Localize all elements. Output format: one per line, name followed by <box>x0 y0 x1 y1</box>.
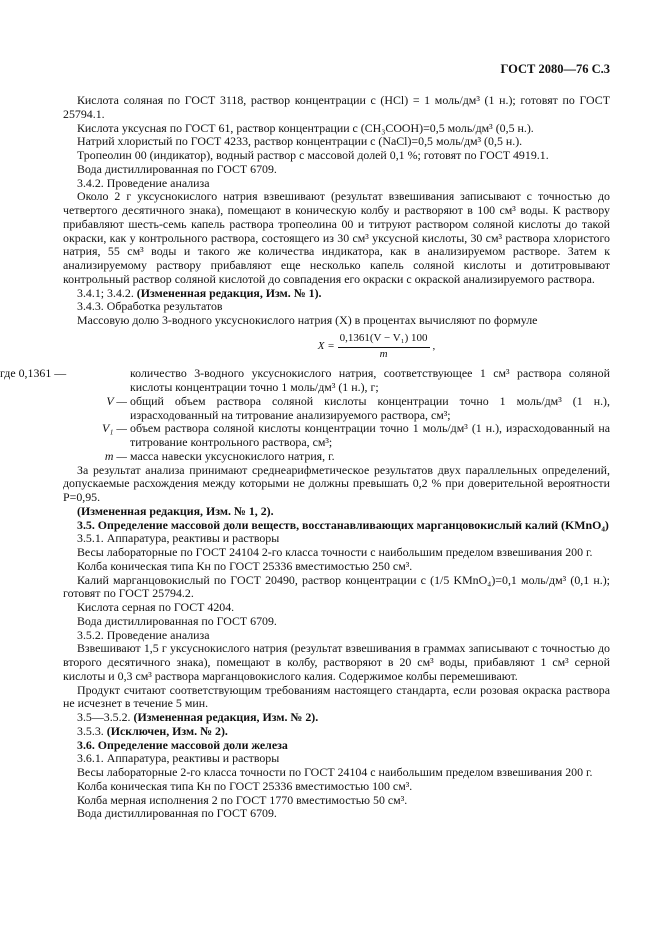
page-header: ГОСТ 2080—76 С.3 <box>500 62 610 76</box>
paragraph: Вода дистиллированная по ГОСТ 6709. <box>77 806 277 821</box>
section-heading: 3.4.3. Обработка результатов <box>77 299 223 314</box>
amendment-text: (Измененная редакция, Изм. № 2). <box>133 710 319 724</box>
section-heading: 3.5.2. Проведение анализа <box>77 627 210 642</box>
paragraph: Вода дистиллированная по ГОСТ 6709. <box>77 161 277 176</box>
paragraph: Взвешивают 1,5 г уксуснокислого натрия (результат взвешивания в граммах записывают с точностью до второго десятичного знака), помещают в колбу, растворяют в 20 см³ воды, прибавляют 1 см³ серной кислоты и 0,3 см³ раствора марганцовокислого калия. Содержимое колбы перемешивают. <box>63 641 610 683</box>
clause-number: 3.5—3.5.2. <box>77 710 131 724</box>
paragraph: Массовую долю 3-водного уксуснокислого натрия (X) в процентах вычисляют по формуле <box>77 313 538 327</box>
amendment-text: (Исключен, Изм. № 2). <box>106 723 228 738</box>
section-heading: 3.6.1. Аппаратура, реактивы и растворы <box>77 751 280 766</box>
variable-definitions <box>0 366 610 463</box>
definition-row <box>0 367 610 395</box>
paragraph: Весы лабораторные 2-го класса точности по ГОСТ 24104 с наибольшим пределом взвешивания 200 г. <box>77 765 593 779</box>
paragraph: Колба коническая типа Кн по ГОСТ 25336 вместимостью 250 см³. <box>77 558 413 573</box>
paragraph: За результат анализа принимают среднеарифметическое результатов двух параллельных определений, допускаемые расхождения между которыми не должны превышать 0,2 % при доверительной вероятности P=0,95. <box>63 462 610 504</box>
paragraph: Весы лабораторные по ГОСТ 24104 2-го класса точности с наибольшим пределом взвешивания 200 г. <box>77 545 593 559</box>
section-heading: 3.4.2. Проведение анализа <box>77 175 210 190</box>
paragraph: Продукт считают соответствующим требованиям настоящего стандарта, если розовая окраска раствора не исчезнет в течение 5 мин. <box>63 682 610 711</box>
definition-term: где 0,1361 — <box>0 366 67 381</box>
formula-denominator: m <box>379 347 388 360</box>
amendment-note <box>63 505 610 519</box>
formula-fraction <box>338 332 430 362</box>
document-body <box>0 93 610 821</box>
paragraph: Кислота уксусная по ГОСТ 61, раствор концентрации c (CH₃COOH)=0,5 моль/дм³ (0,5 н.). <box>77 120 534 135</box>
formula <box>143 332 610 362</box>
definition-term: V₁ — <box>102 421 127 436</box>
section-heading: 3.5.1. Аппаратура, реактивы и растворы <box>77 531 280 546</box>
section-heading <box>63 519 610 533</box>
amendment-text: (Измененная редакция, Изм. № 1). <box>136 285 322 300</box>
clause-number: 3.5.3. <box>77 723 104 738</box>
paragraph: Кислота соляная по ГОСТ 3118, раствор концентрации c (HCl) = 1 моль/дм³ (1 н.); готовят по ГОСТ 25794.1. <box>63 93 610 121</box>
paragraph: Колба мерная исполнения 2 по ГОСТ 1770 вместимостью 50 см³. <box>77 792 408 807</box>
paragraph: Натрий хлористый по ГОСТ 4233, раствор концентрации c (NaCl)=0,5 моль/дм³ (0,5 н.). <box>77 134 523 149</box>
section-title: 3.6. Определение массовой доли железа <box>77 737 288 752</box>
section-title: 3.5. Определение массовой доли веществ, восстанавливающих марганцовокислый калий (KMnO₄) <box>77 517 609 532</box>
paragraph: Колба коническая типа Кн по ГОСТ 25336 вместимостью 100 см³. <box>77 778 413 793</box>
paragraph: Тропеолин 00 (индикатор), водный раствор с массовой долей 0,1 %; готовят по ГОСТ 4919.1. <box>77 148 549 162</box>
formula-lhs: X = <box>317 339 335 352</box>
amendment-note <box>63 711 610 725</box>
clause-number: 3.4.1; 3.4.2. <box>77 285 134 300</box>
formula-tail: , <box>432 339 436 352</box>
definition-text: объем раствора соляной кислоты концентрации точно 1 моль/дм³ (1 н.), израсходованный на титрование контрольного раствора, см³; <box>130 421 610 449</box>
amendment-note <box>63 725 610 739</box>
paragraph: Калий марганцовокислый по ГОСТ 20490, раствор концентрации c (1/5 KMnO₄)=0,1 моль/дм³ (0,1 н.); готовят по ГОСТ 25794.2. <box>63 572 610 601</box>
definition-row <box>63 395 610 423</box>
definition-term: m — <box>104 448 127 463</box>
formula-numerator: 0,1361(V − V₁) 100 <box>338 332 430 348</box>
amendment-text: (Измененная редакция, Изм. № 1, 2). <box>77 503 274 518</box>
paragraph: Около 2 г уксуснокислого натрия взвешивают (результат взвешивания записывают с точностью до четвертого десятичного знака), помещают в коническую колбу и растворяют в 100 см³ воды. К раствору прибавляют шесть-семь капель раствора тропеолина 00 и титруют раствором соляной кислоты до такой окраски, как у контрольного раствора, состоящего из 30 см³ уксусной кислоты, 30 см³ раствора хлористого натрия, 55 см³ воды и такого же количества индикатора, как в анализируемом растворе. Затем к анализируемому раствору прибавляют еще несколько капель соляной кислоты и дотитровывают контрольный раствор соляной кислотой до совпадения его окраски с окраской анализируемого раствора. <box>63 189 610 286</box>
definition-row <box>63 422 610 450</box>
definition-text: количество 3-водного уксуснокислого натрия, соответствующее 1 см³ раствора соляной кислоты концентрации точно 1 моль/дм³ (1 н.), г; <box>130 366 610 394</box>
definition-text: масса навески уксуснокислого натрия, г. <box>130 448 335 463</box>
paragraph: Кислота серная по ГОСТ 4204. <box>77 600 235 614</box>
definition-term: V — <box>106 393 127 408</box>
paragraph: Вода дистиллированная по ГОСТ 6709. <box>77 613 277 628</box>
amendment-note <box>63 287 610 301</box>
section-heading <box>63 739 610 753</box>
definition-row <box>63 450 610 464</box>
definition-text: общий объем раствора соляной кислоты концентрации точно 1 моль/дм³ (1 н.), израсходованный на титрование анализируемого раствора, см³; <box>130 393 610 422</box>
